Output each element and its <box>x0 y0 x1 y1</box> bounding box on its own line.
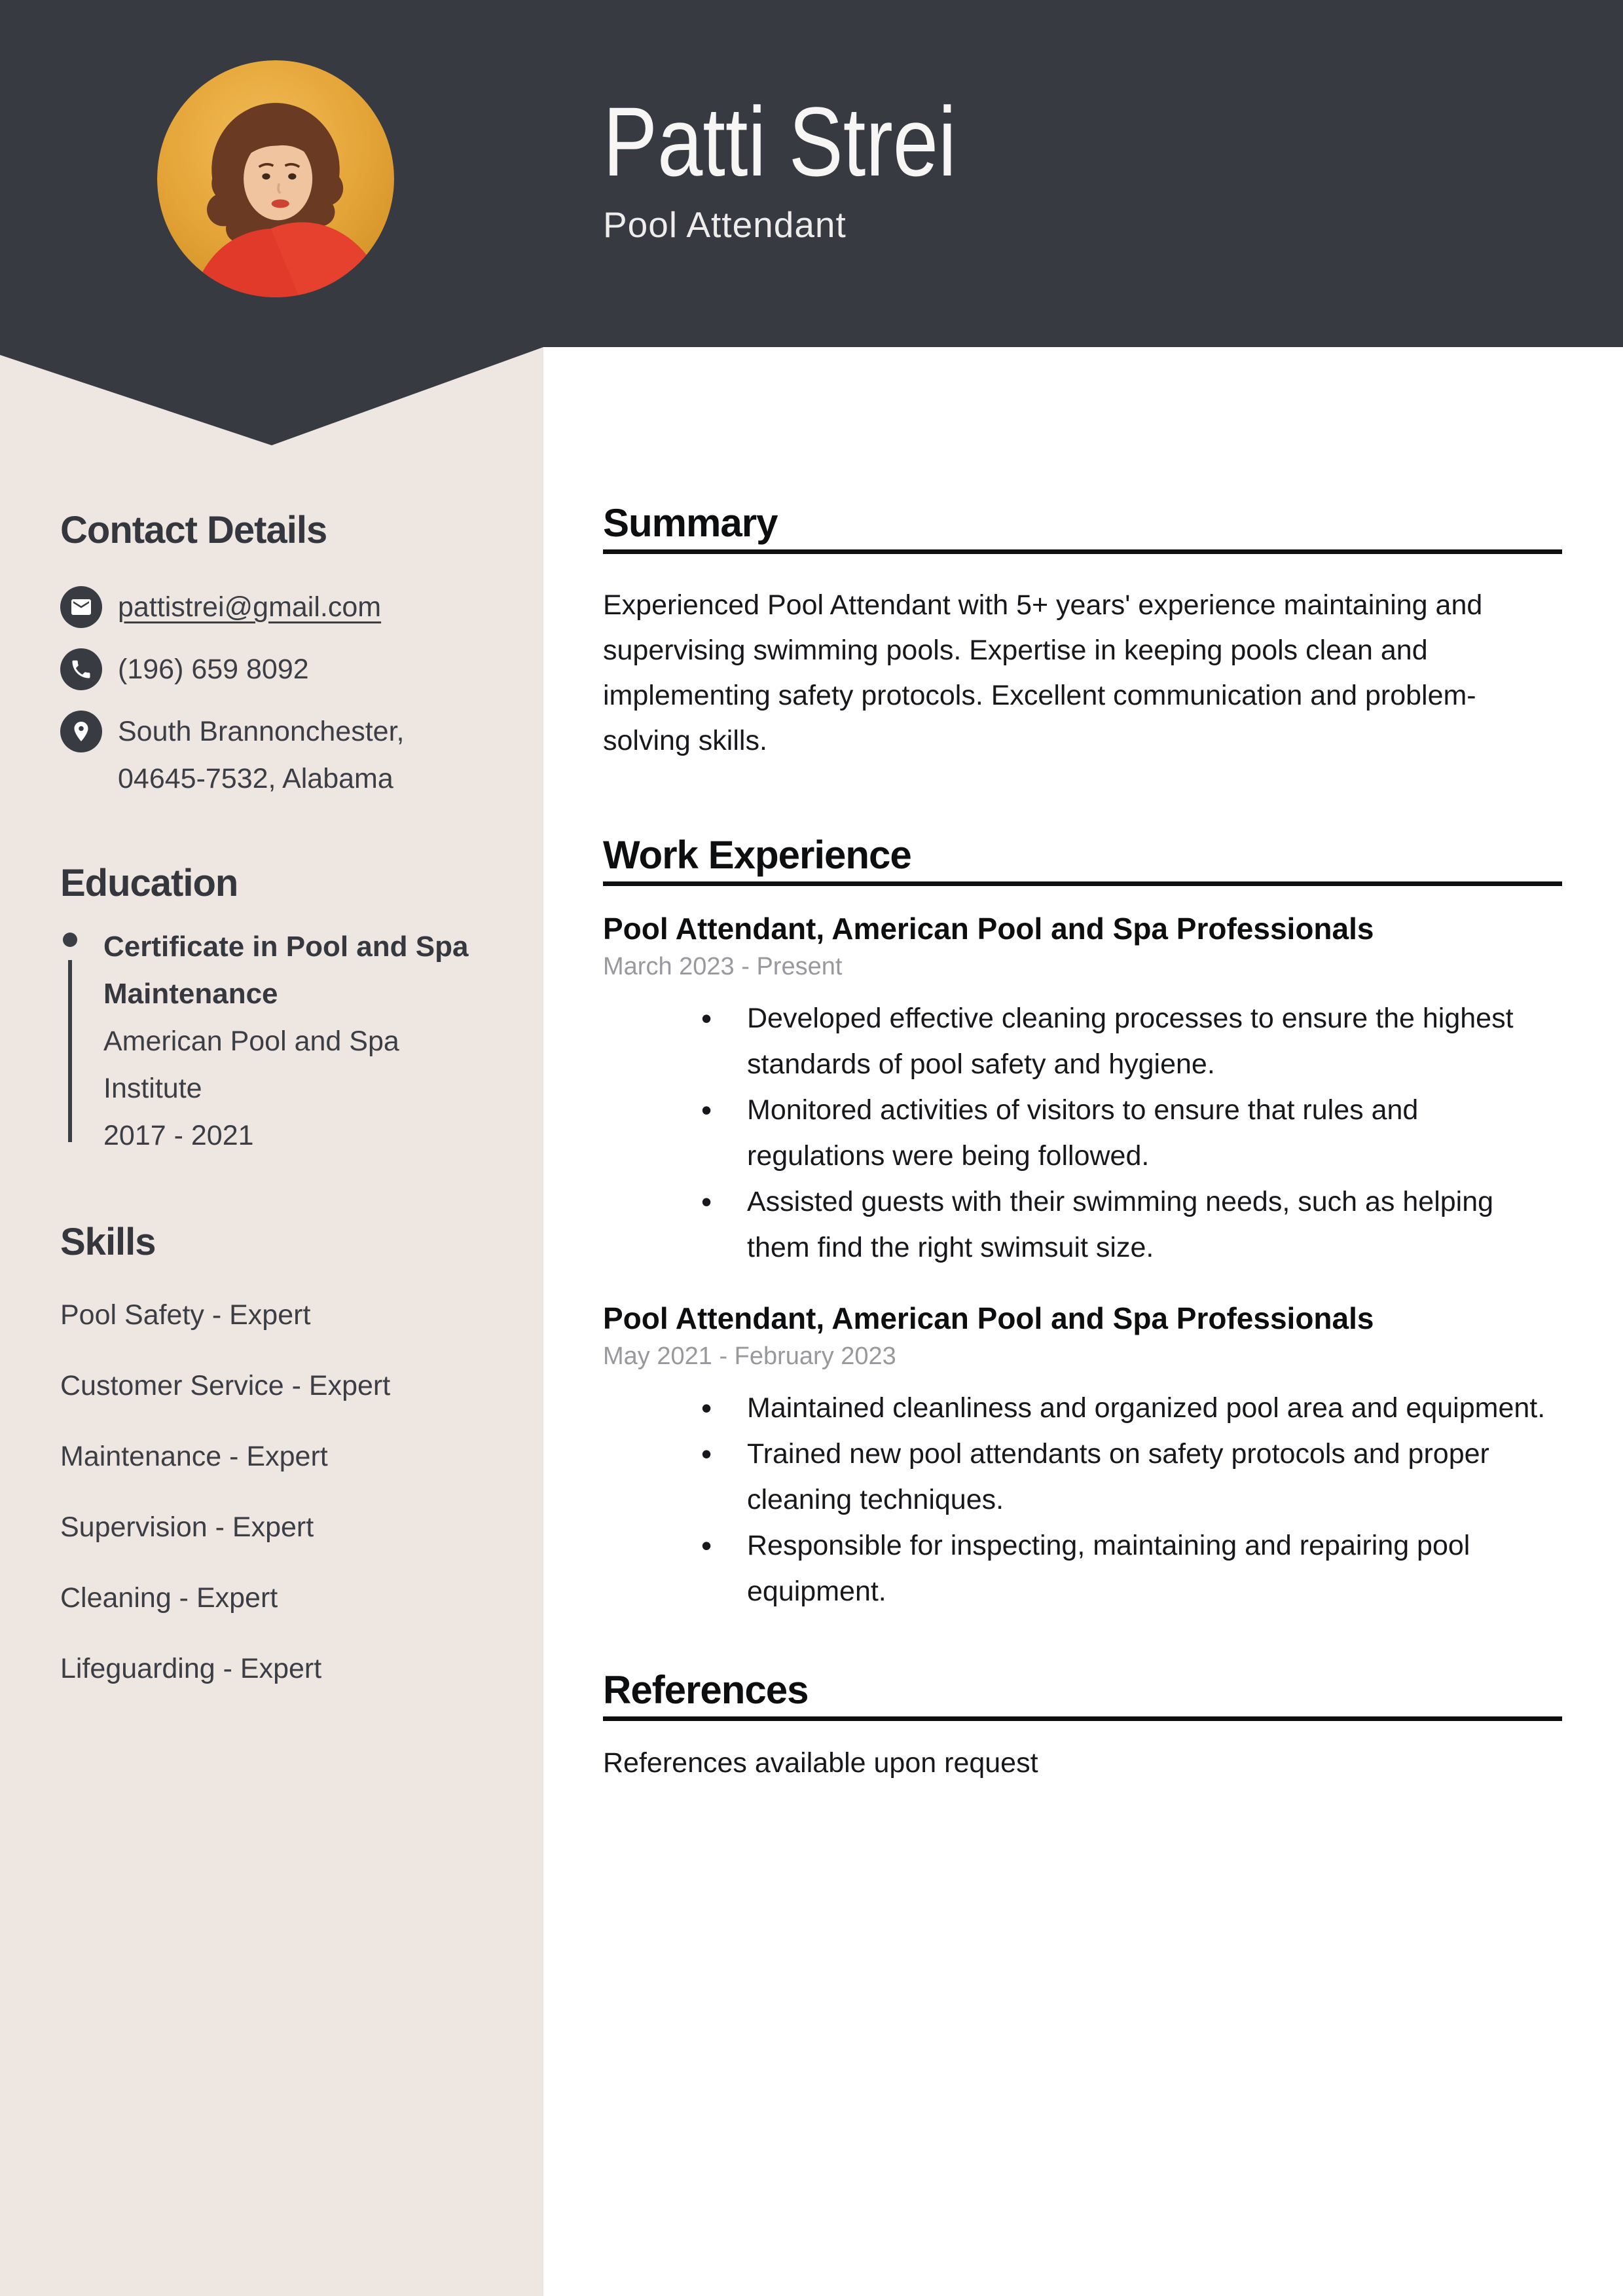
contact-row-phone <box>60 646 492 693</box>
person-name: Patti Strei <box>603 86 957 196</box>
contact-details-section <box>60 508 492 817</box>
phone-icon <box>60 648 102 690</box>
timeline-dot <box>63 933 77 947</box>
skill-item: Pool Safety - Expert <box>60 1299 311 1331</box>
job-title: Pool Attendant, American Pool and Spa Professionals <box>603 912 1374 946</box>
work-experience-heading: Work Experience <box>603 833 911 877</box>
job-bullet: • Maintained cleanliness and organized pool area and equipment. <box>747 1385 1562 1431</box>
skill-item: Customer Service - Expert <box>60 1369 391 1401</box>
skill-item: Lifeguarding - Expert <box>60 1652 322 1684</box>
location-icon <box>60 711 102 752</box>
summary-text: Experienced Pool Attendant with 5+ years' experience maintaining and supervising swimming pools. Expertise in keeping pools clean and implementing safety protocols. Excellent communication and problem-solving skills. <box>603 589 1483 756</box>
contact-row-email <box>60 583 492 631</box>
references-section <box>603 1667 1562 1786</box>
contact-details-heading: Contact Details <box>60 509 327 551</box>
profile-photo <box>157 60 394 297</box>
skill-item: Supervision - Expert <box>60 1511 314 1543</box>
section-rule <box>603 549 1562 554</box>
summary-section <box>603 500 1562 764</box>
summary-heading: Summary <box>603 501 778 545</box>
skills-heading: Skills <box>60 1221 156 1263</box>
education-years: 2017 - 2021 <box>103 1119 254 1151</box>
job-bullet: • Monitored activities of visitors to ensure that rules and regulations were being followed. <box>747 1087 1562 1179</box>
person-job-title: Pool Attendant <box>603 204 847 245</box>
education-entries <box>60 923 492 1159</box>
education-degree: Certificate in Pool and Spa Maintenance <box>103 930 469 1010</box>
section-rule <box>603 881 1562 886</box>
skill-item: Maintenance - Expert <box>60 1440 328 1472</box>
job-title: Pool Attendant, American Pool and Spa Professionals <box>603 1301 1374 1336</box>
education-school: American Pool and Spa Institute <box>103 1025 399 1104</box>
contact-row-location <box>60 708 492 802</box>
job-entry <box>603 1299 1562 1614</box>
contact-phone-text: (196) 659 8092 <box>118 653 309 685</box>
skills-section <box>60 1219 492 1716</box>
job-entry <box>603 910 1562 1270</box>
job-bullet: • Assisted guests with their swimming needs, such as helping them find the right swimsuit size. <box>747 1179 1562 1270</box>
profile-photo-illustration <box>157 60 394 297</box>
education-entry <box>60 923 492 1159</box>
timeline-line <box>68 960 72 1142</box>
section-rule <box>603 1716 1562 1721</box>
email-link[interactable]: pattistrei@gmail.com <box>118 591 382 623</box>
contact-email-text <box>118 583 458 631</box>
job-bullet: • Trained new pool attendants on safety protocols and proper cleaning techniques. <box>747 1431 1562 1523</box>
job-dates: March 2023 - Present <box>603 952 843 980</box>
education-section <box>60 861 492 1159</box>
skill-item: Cleaning - Expert <box>60 1582 278 1614</box>
job-dates: May 2021 - February 2023 <box>603 1342 896 1370</box>
contact-rows <box>60 583 492 802</box>
skills-list <box>60 1291 492 1692</box>
references-text: References available upon request <box>603 1747 1038 1779</box>
references-heading: References <box>603 1668 809 1712</box>
job-bullet: • Developed effective cleaning processes to ensure the highest standards of pool safety and hygiene. <box>747 995 1562 1087</box>
job-bullet: • Responsible for inspecting, maintaining and repairing pool equipment. <box>747 1523 1562 1614</box>
mail-icon <box>60 586 102 628</box>
job-bullet-list <box>603 995 1562 1270</box>
education-heading: Education <box>60 862 238 904</box>
job-bullet-list <box>603 1385 1562 1614</box>
contact-location-text: South Brannonchester, 04645-7532, Alabama <box>118 715 405 794</box>
work-experience-section <box>603 832 1562 1614</box>
